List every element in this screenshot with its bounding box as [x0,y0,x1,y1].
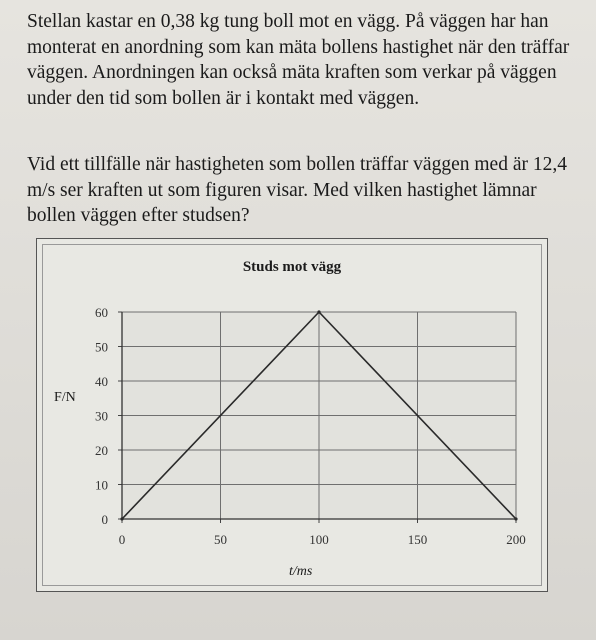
y-tick-label: 50 [95,339,108,355]
y-tick-label: 30 [95,408,108,424]
x-tick-label: 0 [118,532,126,547]
plot-area [37,239,547,591]
y-tick-label: 40 [95,374,108,389]
data-point [514,517,517,520]
chart-figure [36,238,548,592]
y-axis-label: F/N [54,390,76,405]
x-tick-label: 50 [214,532,227,547]
x-tick-label: 150 [407,532,428,547]
y-tick-label: 0 [101,512,108,527]
x-axis-label: t/ms [289,564,313,579]
data-point [120,517,123,520]
y-tick-label: 10 [95,477,108,493]
y-tick-label: 20 [95,443,108,458]
x-tick-label: 100 [309,532,329,547]
y-tick-label: 60 [95,305,108,320]
problem-paragraph-1: Stellan kastar en 0,38 kg tung boll mot en vägg. På väggen har han monterat en anordning som kan mäta bollens hastighet när den träffar väggen. Anordningen kan också mäta kraften som verkar på väggen under den tid som bollen är i kontakt med väggen. [27,11,570,109]
chart-title: Studs mot vägg [242,259,342,275]
problem-paragraph-2: Vid ett tillfälle när hastigheten som bollen träffar väggen med är 12,4 m/s ser kraften ut som figuren visar. Med vilken hastighet lämnar bollen väggen efter studsen? [27,154,567,226]
data-point [317,310,320,313]
x-tick-label: 200 [506,532,526,547]
